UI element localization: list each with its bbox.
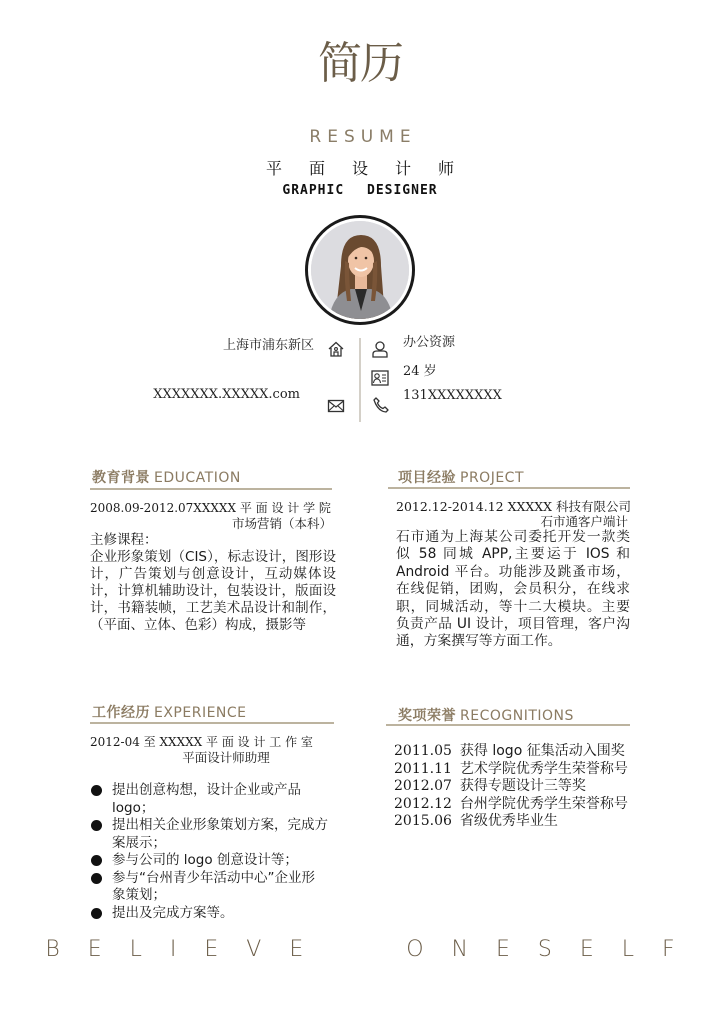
recognitions-list bbox=[394, 743, 628, 831]
education-period-school: 2008.09-2012.07XXXXX 平 面 设 计 学 院 bbox=[90, 501, 331, 515]
education-heading-en: EDUCATION bbox=[154, 470, 241, 486]
experience-heading-cn: 工作经历 bbox=[92, 705, 150, 721]
award-text: 艺术学院优秀学生荣誉称号 bbox=[459, 760, 628, 777]
job-title-chinese: 平面设计师 bbox=[265, 159, 481, 178]
award-item bbox=[394, 761, 628, 779]
project-rule bbox=[388, 487, 630, 489]
recognitions-heading-en: RECOGNITIONS bbox=[460, 708, 574, 724]
project-role: 石市通客户端计 bbox=[540, 514, 628, 529]
education-courses: 企业形象策划（CIS），标志设计，图形设计，广告策划与创意设计，互动媒体设计，计算机辅助设计，包装设计，版面设计，书籍装帧，工艺美术品设计和制作，（平面、立体、色彩）构成，摄影等 bbox=[90, 549, 336, 633]
project-heading-en: PROJECT bbox=[460, 470, 524, 486]
award-text: 获得专题设计三等奖 bbox=[459, 778, 586, 794]
duty-item: 参与“台州青少年活动中心”企业形象策划； bbox=[88, 870, 328, 905]
id-card-icon bbox=[371, 369, 389, 391]
experience-rule bbox=[90, 722, 334, 724]
project-description: 石市通为上海某公司委托开发一款类似 58 同城 APP,主要运于 IOS 和 Android 平台。功能涉及跳蚤市场，在线促销，团购，会员积分，在线求职，同城活动，等十二大模块。主要负责产品 UI 设计，项目管理，客户沟通，方案撰写等方面工作。 bbox=[396, 529, 630, 650]
recognitions-heading-cn: 奖项荣誉 bbox=[398, 708, 456, 724]
address-text: 上海市浦东新区 bbox=[222, 338, 314, 353]
award-item bbox=[394, 743, 628, 761]
project-heading bbox=[398, 467, 524, 487]
award-item bbox=[394, 813, 628, 831]
profile-photo bbox=[311, 221, 409, 319]
award-item bbox=[394, 796, 628, 814]
award-date: 2011.05 bbox=[394, 743, 452, 759]
logo-chinese: 简历 bbox=[318, 38, 402, 89]
project-period-company: 2012.12-2014.12 XXXXX 科技有限公司 bbox=[396, 499, 632, 514]
duty-item: 提出创意构想，设计企业或产品 logo； bbox=[88, 782, 328, 817]
logo-english: RESUME bbox=[309, 127, 417, 147]
name-text: 办公资源 bbox=[403, 335, 456, 350]
user-icon bbox=[371, 340, 389, 362]
education-courses-label: 主修课程： bbox=[90, 532, 158, 548]
duty-item: 参与公司的 logo 创意设计等； bbox=[88, 852, 328, 870]
contact-divider bbox=[359, 338, 361, 422]
duty-item: 提出及完成方案等。 bbox=[88, 905, 328, 923]
experience-heading-en: EXPERIENCE bbox=[154, 705, 247, 721]
person-photo-icon bbox=[311, 221, 409, 319]
experience-period-company: 2012-04 至 XXXXX 平 面 设 计 工 作 室 bbox=[90, 735, 313, 749]
footer-motto: BELIEVE ONESELF bbox=[45, 937, 703, 962]
education-rule bbox=[90, 488, 332, 490]
phone-text[interactable]: 131XXXXXXXX bbox=[403, 388, 502, 403]
award-date: 2015.06 bbox=[394, 813, 452, 829]
age-text: 24 岁 bbox=[403, 364, 437, 379]
experience-position: 平面设计师助理 bbox=[182, 750, 270, 765]
award-date: 2011.11 bbox=[394, 760, 452, 777]
mail-icon bbox=[327, 397, 345, 419]
award-text: 省级优秀毕业生 bbox=[459, 813, 558, 829]
project-heading-cn: 项目经验 bbox=[398, 470, 456, 486]
award-date: 2012.07 bbox=[394, 778, 452, 794]
experience-heading bbox=[92, 702, 247, 722]
avatar bbox=[305, 215, 415, 325]
recognitions-rule bbox=[386, 724, 630, 726]
award-text: 台州学院优秀学生荣誉称号 bbox=[459, 795, 628, 812]
recognitions-heading bbox=[398, 705, 574, 725]
education-heading-cn: 教育背景 bbox=[92, 470, 150, 486]
award-date: 2012.12 bbox=[394, 795, 452, 812]
education-heading bbox=[92, 467, 241, 487]
email-text[interactable]: XXXXXXX.XXXXX.com bbox=[153, 387, 300, 402]
award-text: 获得 logo 征集活动入围奖 bbox=[459, 743, 625, 759]
home-icon bbox=[327, 340, 345, 362]
duty-item: 提出相关企业形象策划方案，完成方案展示； bbox=[88, 817, 328, 852]
phone-icon bbox=[372, 396, 390, 418]
job-title-english: GRAPHIC DESIGNER bbox=[282, 183, 438, 198]
award-item bbox=[394, 778, 628, 796]
experience-duties bbox=[88, 782, 328, 922]
education-major: 市场营销（本科） bbox=[231, 516, 332, 531]
